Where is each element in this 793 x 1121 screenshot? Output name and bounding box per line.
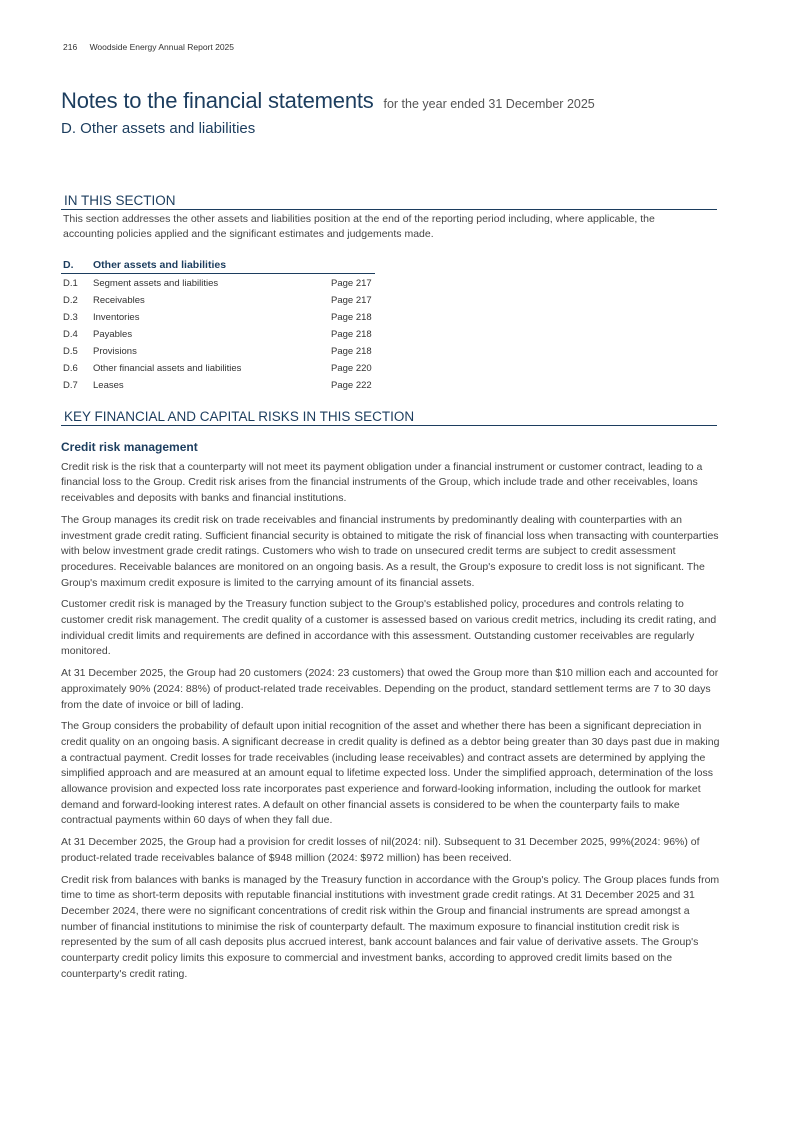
in-this-section-heading (61, 193, 717, 210)
contents-label: Segment assets and liabilities (93, 278, 219, 289)
body-paragraph: Credit risk is the risk that a counterparty will not meet its payment obligation under a financial instrument or customer contract, leading to a financial loss to the Group. Credit risk arises from the financial instruments of the Group, which include trade and other receivables, loans receivables and deposits with banks and financial institutions. (61, 460, 703, 505)
contents-code: D.7 (63, 380, 78, 391)
contents-page: Page 220 (331, 363, 372, 374)
in-this-section-heading-text: IN THIS SECTION (64, 193, 176, 208)
body-paragraph: The Group considers the probability of default upon initial recognition of the asset and whether there has been a significant depreciation in credit quality on an ongoing basis. A significant decrease in credit quality is defined as a debtor being greater than 30 days past due in making a contractual payment. Credit losses for trade receivables (including lease receivables) and contract assets are determined by applying the simplified approach and are measured at an amount equal to lifetime expected loss. Under the simplified approach, determination of the loss allowance provision and expected loss rate incorporates past experience and forward-looking information, including the outlook for market demand and forward-looking interest rates. A default on other financial assets is considered to be when the counterparty fails to make contractual payments within 60 days of when they fall due. (61, 720, 720, 827)
body-paragraph: At 31 December 2025, the Group had 20 customers (2024: 23 customers) that owed the Group more than $10 million each and accounted for approximately 90% (2024: 88%) of product-related trade receivables. Depending on the product, standard settlement terms are 7 to 30 days from the date of invoice or bill of lading. (61, 667, 719, 711)
contents-label: Leases (93, 380, 124, 391)
contents-label: Other financial assets and liabilities (93, 363, 242, 374)
contents-row (61, 309, 375, 326)
contents-table-header (61, 259, 375, 274)
credit-risk-subheading: Credit risk management (61, 440, 198, 454)
contents-code: D.2 (63, 295, 78, 306)
page-number: 216 (63, 42, 78, 52)
contents-row (61, 292, 375, 309)
page-title-qualifier: for the year ended 31 December 2025 (383, 97, 595, 111)
page-title-main: Notes to the financial statements (61, 88, 374, 113)
contents-code: D.1 (63, 278, 78, 289)
contents-header-code: D. (63, 259, 74, 271)
credit-risk-paragraphs (61, 460, 721, 983)
contents-page: Page 217 (331, 278, 372, 289)
contents-page: Page 218 (331, 312, 372, 323)
contents-label: Provisions (93, 346, 137, 357)
key-risks-heading (61, 409, 717, 426)
contents-row (61, 377, 375, 394)
key-risks-heading-text: KEY FINANCIAL AND CAPITAL RISKS IN THIS SECTION (64, 409, 415, 424)
body-paragraph: At 31 December 2025, the Group had a provision for credit losses of nil(2024: nil). Subsequent to 31 December 2025, 99%(2024: 96%) of product-related trade receivables balance of $948 million (2024: $972 million) has been received. (61, 836, 700, 864)
running-header (63, 42, 234, 52)
section-title: D. Other assets and liabilities (61, 120, 256, 137)
page-title (61, 88, 741, 114)
contents-label: Inventories (93, 312, 140, 323)
contents-page: Page 217 (331, 295, 372, 306)
contents-code: D.3 (63, 312, 78, 323)
body-paragraph: The Group manages its credit risk on trade receivables and financial instruments by predominantly dealing with counterparties with an investment grade credit rating. Sufficient financial security is obtained to mitigate the risk of financial loss when transacting with counterparties with below investment grade credit ratings. Customers who wish to trade on unsecured credit terms are subject to credit assessment procedures. Receivable balances are monitored on an ongoing basis. As a result, the Group's exposure to credit loss is not significant. The Group's maximum credit exposure is limited to the carrying amount of its financial assets. (61, 513, 719, 589)
contents-code: D.4 (63, 329, 78, 340)
contents-page: Page 218 (331, 329, 372, 340)
contents-page: Page 218 (331, 346, 372, 357)
body-paragraph: Customer credit risk is managed by the Treasury function subject to the Group's established policy, procedures and controls relating to customer credit risk management. The credit quality of a customer is assessed based on various credit metrics, including its credit rating, and individual credit limits and requirements are defined in accordance with this assessment. Outstanding customer receivables are regularly monitored. (61, 598, 717, 658)
contents-page: Page 222 (331, 380, 372, 391)
contents-table-body (61, 275, 375, 394)
section-contents-table (61, 259, 375, 394)
contents-row (61, 275, 375, 292)
contents-code: D.6 (63, 363, 78, 374)
credit-risk-section (61, 440, 721, 989)
contents-code: D.5 (63, 346, 78, 357)
contents-label: Payables (93, 329, 133, 340)
publication-title: Woodside Energy Annual Report 2025 (89, 42, 235, 52)
section-intro: This section addresses the other assets and liabilities position at the end of the reporting period including, where applicable, the accounting policies applied and the significant estimates and judgements made. (63, 213, 655, 240)
contents-row (61, 326, 375, 343)
title-block (61, 88, 741, 137)
contents-row (61, 360, 375, 377)
contents-row (61, 343, 375, 360)
body-paragraph: Credit risk from balances with banks is managed by the Treasury function in accordance with the Group's policy. The Group places funds from time to time as short-term deposits with reputable financial institutions with investment grade credit ratings. At 31 December 2025 and 31 December 2024, there were no significant concentrations of credit risk within the Group and financial instruments are spread amongst a number of financial institutions to minimise the risk of counterparty default. The maximum exposure to financial institution credit risk is represented by the sum of all cash deposits plus accrued interest, bank account balances and fair value of derivative assets. The Group's counterparty credit policy limits this exposure to commercial and investment banks, according to approved credit limits based on the counterparty's credit rating. (61, 873, 720, 980)
contents-header-title: Other assets and liabilities (93, 259, 227, 271)
contents-label: Receivables (93, 295, 145, 306)
